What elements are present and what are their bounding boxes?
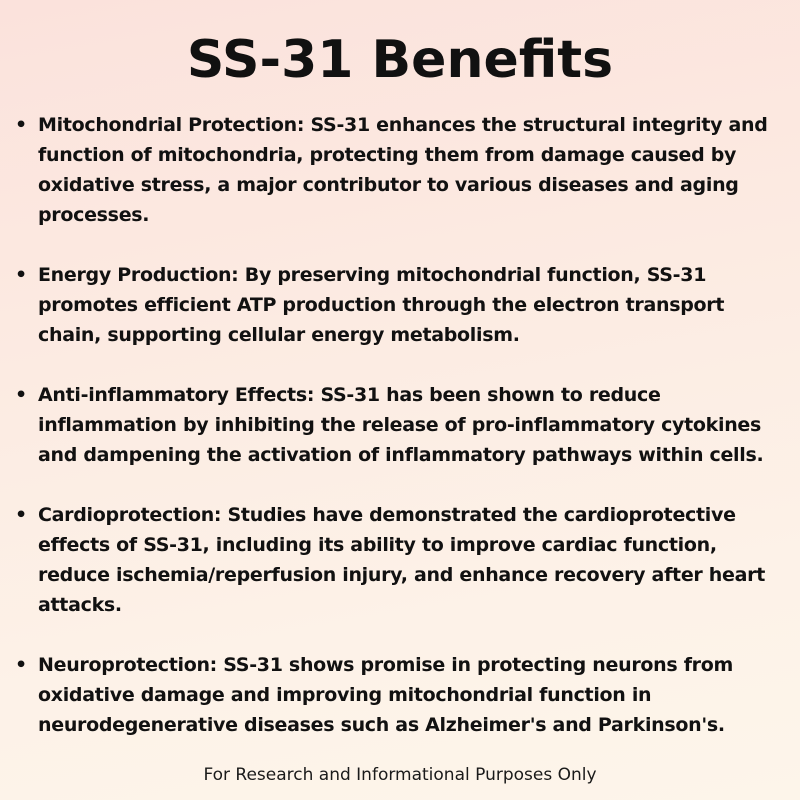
- benefit-text: Mitochondrial Protection: SS-31 enhances the structural integrity and function of mitochondria, protecting them from damage caused by oxidative stress, a major contributor to various diseases and aging processes.: [38, 114, 768, 226]
- benefit-anti-inflammatory: [0, 380, 800, 470]
- benefit-energy-production: [0, 260, 800, 350]
- bullet-icon: •: [15, 114, 27, 136]
- benefits-list: [0, 110, 800, 770]
- benefit-neuroprotection: [0, 650, 800, 740]
- bullet-icon: •: [15, 264, 27, 286]
- benefit-text: Cardioprotection: Studies have demonstrated the cardioprotective effects of SS-31, including its ability to improve cardiac function, reduce ischemia/reperfusion injury, and enhance recovery after heart attacks.: [38, 504, 765, 616]
- page-title: SS-31 Benefits: [186, 30, 614, 90]
- bullet-icon: •: [15, 504, 27, 526]
- benefit-text: Neuroprotection: SS-31 shows promise in protecting neurons from oxidative damage and improving mitochondrial function in neurodegenerative diseases such as Alzheimer's and Parkinson's.: [38, 654, 733, 736]
- bullet-icon: •: [15, 654, 27, 676]
- benefit-mitochondrial-protection: [0, 110, 800, 230]
- bullet-icon: •: [15, 384, 27, 406]
- benefit-cardioprotection: [0, 500, 800, 620]
- benefit-text: Anti-inflammatory Effects: SS-31 has been shown to reduce inflammation by inhibiting the release of pro-inflammatory cytokines and dampening the activation of inflammatory pathways within cells.: [38, 384, 764, 466]
- benefit-text: Energy Production: By preserving mitochondrial function, SS-31 promotes efficient ATP production through the electron transport chain, supporting cellular energy metabolism.: [38, 264, 725, 346]
- disclaimer-footer: For Research and Informational Purposes Only: [203, 765, 597, 785]
